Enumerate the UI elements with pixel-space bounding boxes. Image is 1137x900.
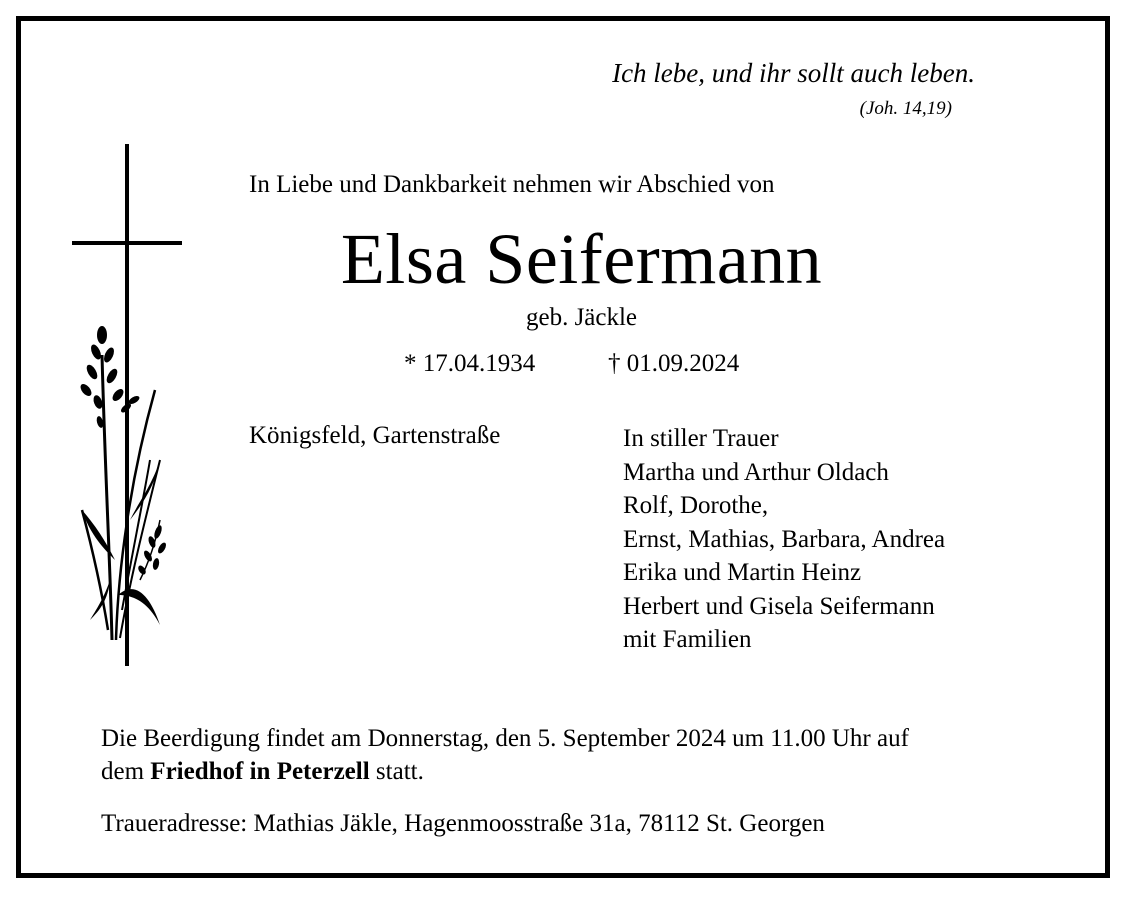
deceased-name: Elsa Seifermann <box>340 219 823 299</box>
funeral-line-2 <box>101 755 909 788</box>
mourner-line: Erika und Martin Heinz <box>623 559 862 586</box>
mourner-line: In stiller Trauer <box>623 425 779 452</box>
funeral-line-2-post: statt. <box>369 758 424 785</box>
funeral-info <box>101 722 909 788</box>
funeral-line-1: Die Beerdigung findet am Donnerstag, den 5. September 2024 um 11.00 Uhr auf <box>101 725 909 752</box>
residence: Königsfeld, Gartenstraße <box>249 422 501 449</box>
mourner-line: mit Familien <box>623 626 752 653</box>
death-date: † 01.09.2024 <box>608 350 740 377</box>
birth-date: * 17.04.1934 <box>404 350 536 377</box>
mourner-line: Ernst, Mathias, Barbara, Andrea <box>623 525 946 553</box>
maiden-name: geb. Jäckle <box>525 304 638 331</box>
cemetery-name: Friedhof in Peterzell <box>150 758 370 785</box>
mourners-list <box>623 422 945 657</box>
intro-text: In Liebe und Dankbarkeit nehmen wir Abschied von <box>249 171 775 198</box>
mourner-line: Herbert und Gisela Seifermann <box>623 592 935 620</box>
bible-quote: Ich lebe, und ihr sollt auch leben. <box>612 58 975 88</box>
mourner-line: Rolf, Dorothe, <box>623 492 769 519</box>
mourner-line: Martha und Arthur Oldach <box>623 458 889 486</box>
bible-verse-reference: (Joh. 14,19) <box>859 98 952 119</box>
funeral-line-2-pre: dem <box>101 758 151 785</box>
mourning-address: Traueradresse: Mathias Jäkle, Hagenmoosstraße 31a, 78112 St. Georgen <box>101 810 825 837</box>
